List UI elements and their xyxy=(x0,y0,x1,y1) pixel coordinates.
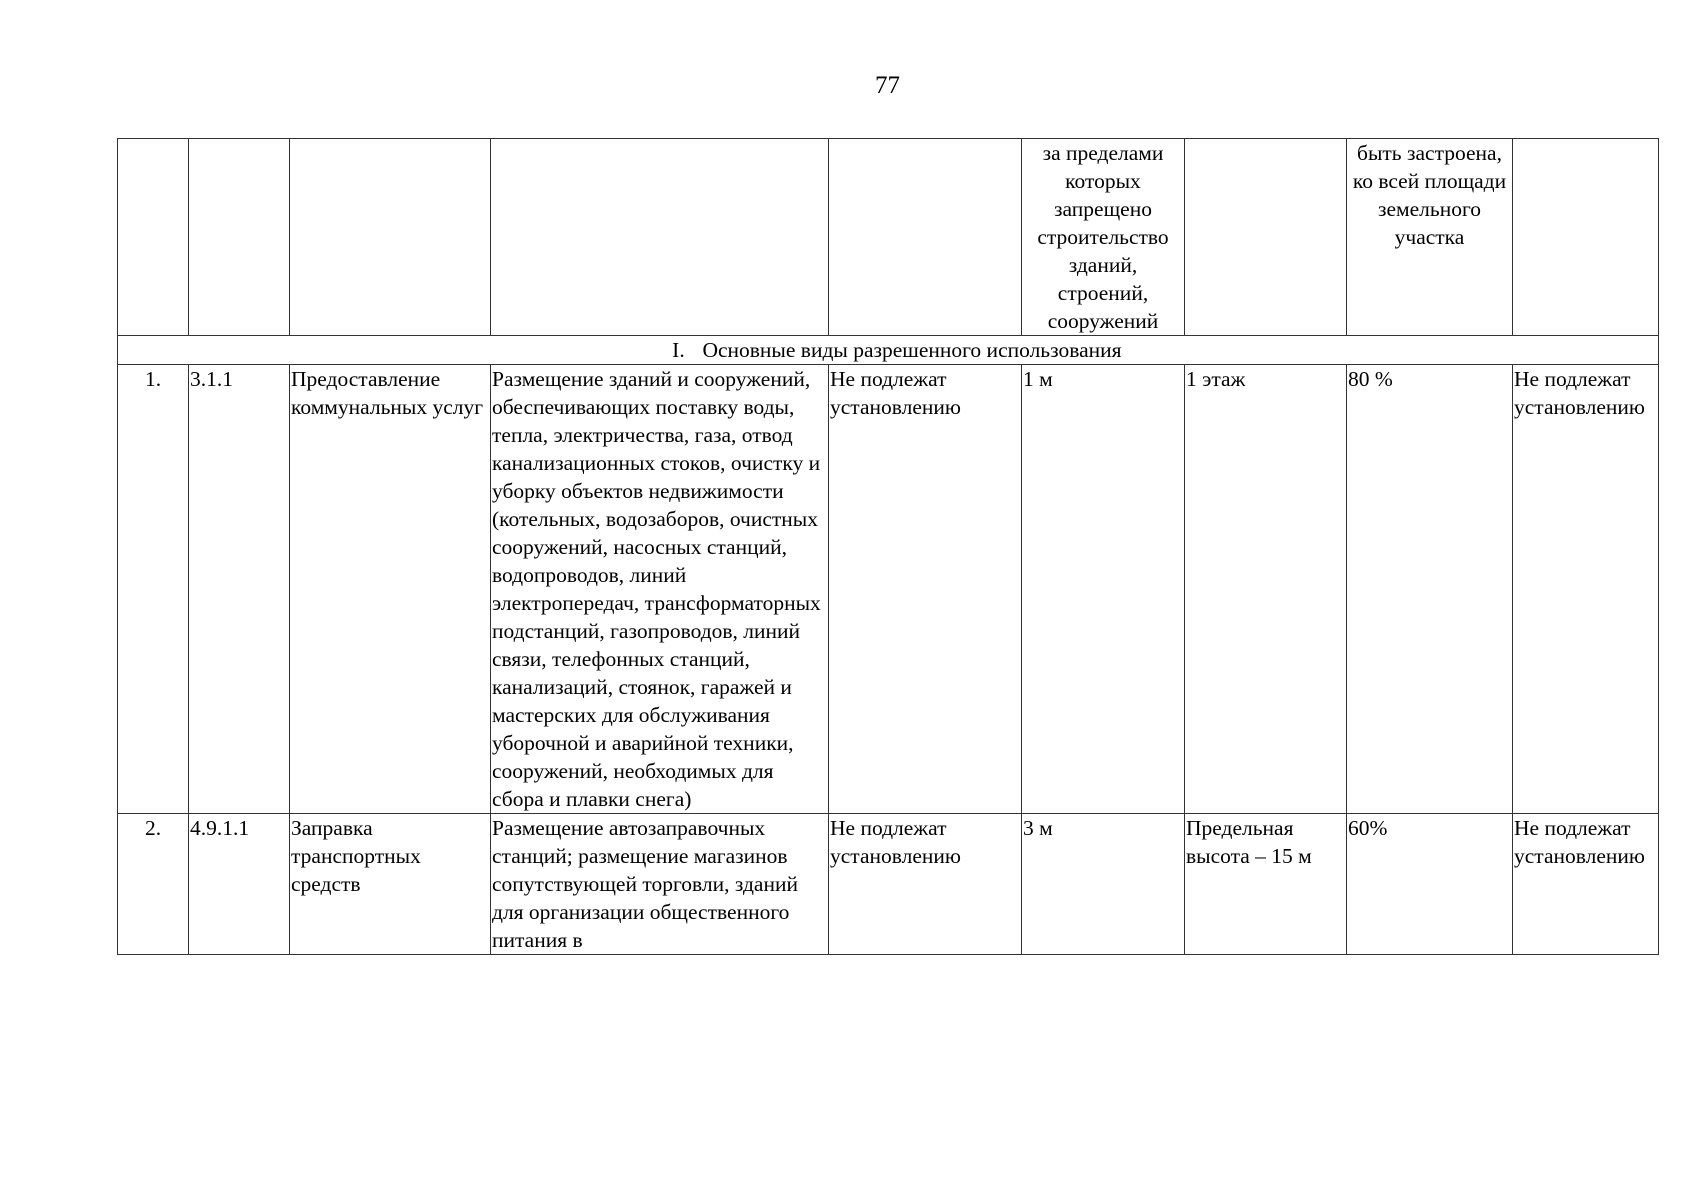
section-heading-row xyxy=(118,336,1659,365)
row-description: Размещение зданий и сооружений, обеспечивающих поставку воды, тепла, электричества, газа, отвод канализационных стоков, очистку и уборку объектов недвижимости (котельных, водозаборов, очистных сооружений, насосных станций, водопроводов, линий электропередач, трансформаторных подстанций, газопроводов, линий связи, телефонных станций, канализаций, стоянок, гаражей и мастерских для обслуживания уборочной и аварийной техники, сооружений, необходимых для сбора и плавки снега) xyxy=(491,365,829,814)
table-cell xyxy=(491,139,829,336)
section-heading-cell xyxy=(118,336,1659,365)
regulations-table xyxy=(117,138,1659,955)
row-code: 3.1.1 xyxy=(189,365,290,814)
row-other: Не подлежат установлению xyxy=(1513,365,1659,814)
row-number: 1. xyxy=(118,365,189,814)
row-description: Размещение автозаправочных станций; размещение магазинов сопутствующей торговли, зданий для организации общественного питания в xyxy=(491,814,829,955)
header-cell-setback: за пределами которых запрещено строительство зданий, строений, сооружений xyxy=(1022,139,1185,336)
table-row xyxy=(118,365,1659,814)
section-title: Основные виды разрешенного использования xyxy=(702,338,1122,362)
header-cell-coverage: быть застроена, ко всей площади земельного участка xyxy=(1347,139,1513,336)
row-name: Предоставление коммунальных услуг xyxy=(290,365,491,814)
row-coverage: 80 % xyxy=(1347,365,1513,814)
row-coverage: 60% xyxy=(1347,814,1513,955)
row-other: Не подлежат установлению xyxy=(1513,814,1659,955)
table-cell xyxy=(1185,139,1347,336)
table-cell xyxy=(290,139,491,336)
table-cell xyxy=(189,139,290,336)
table-row xyxy=(118,814,1659,955)
row-code: 4.9.1.1 xyxy=(189,814,290,955)
row-setback: 3 м xyxy=(1022,814,1185,955)
row-height: 1 этаж xyxy=(1185,365,1347,814)
table-cell xyxy=(1513,139,1659,336)
row-area: Не подлежат установлению xyxy=(829,365,1022,814)
table-cell xyxy=(829,139,1022,336)
row-area: Не подлежат установлению xyxy=(829,814,1022,955)
table-cell xyxy=(118,139,189,336)
row-setback: 1 м xyxy=(1022,365,1185,814)
row-name: Заправка транспортных средств xyxy=(290,814,491,955)
table-header-continuation-row xyxy=(118,139,1659,336)
page-number: 77 xyxy=(875,72,900,99)
row-number: 2. xyxy=(118,814,189,955)
section-number: I. xyxy=(672,338,685,362)
row-height: Предельная высота – 15 м xyxy=(1185,814,1347,955)
